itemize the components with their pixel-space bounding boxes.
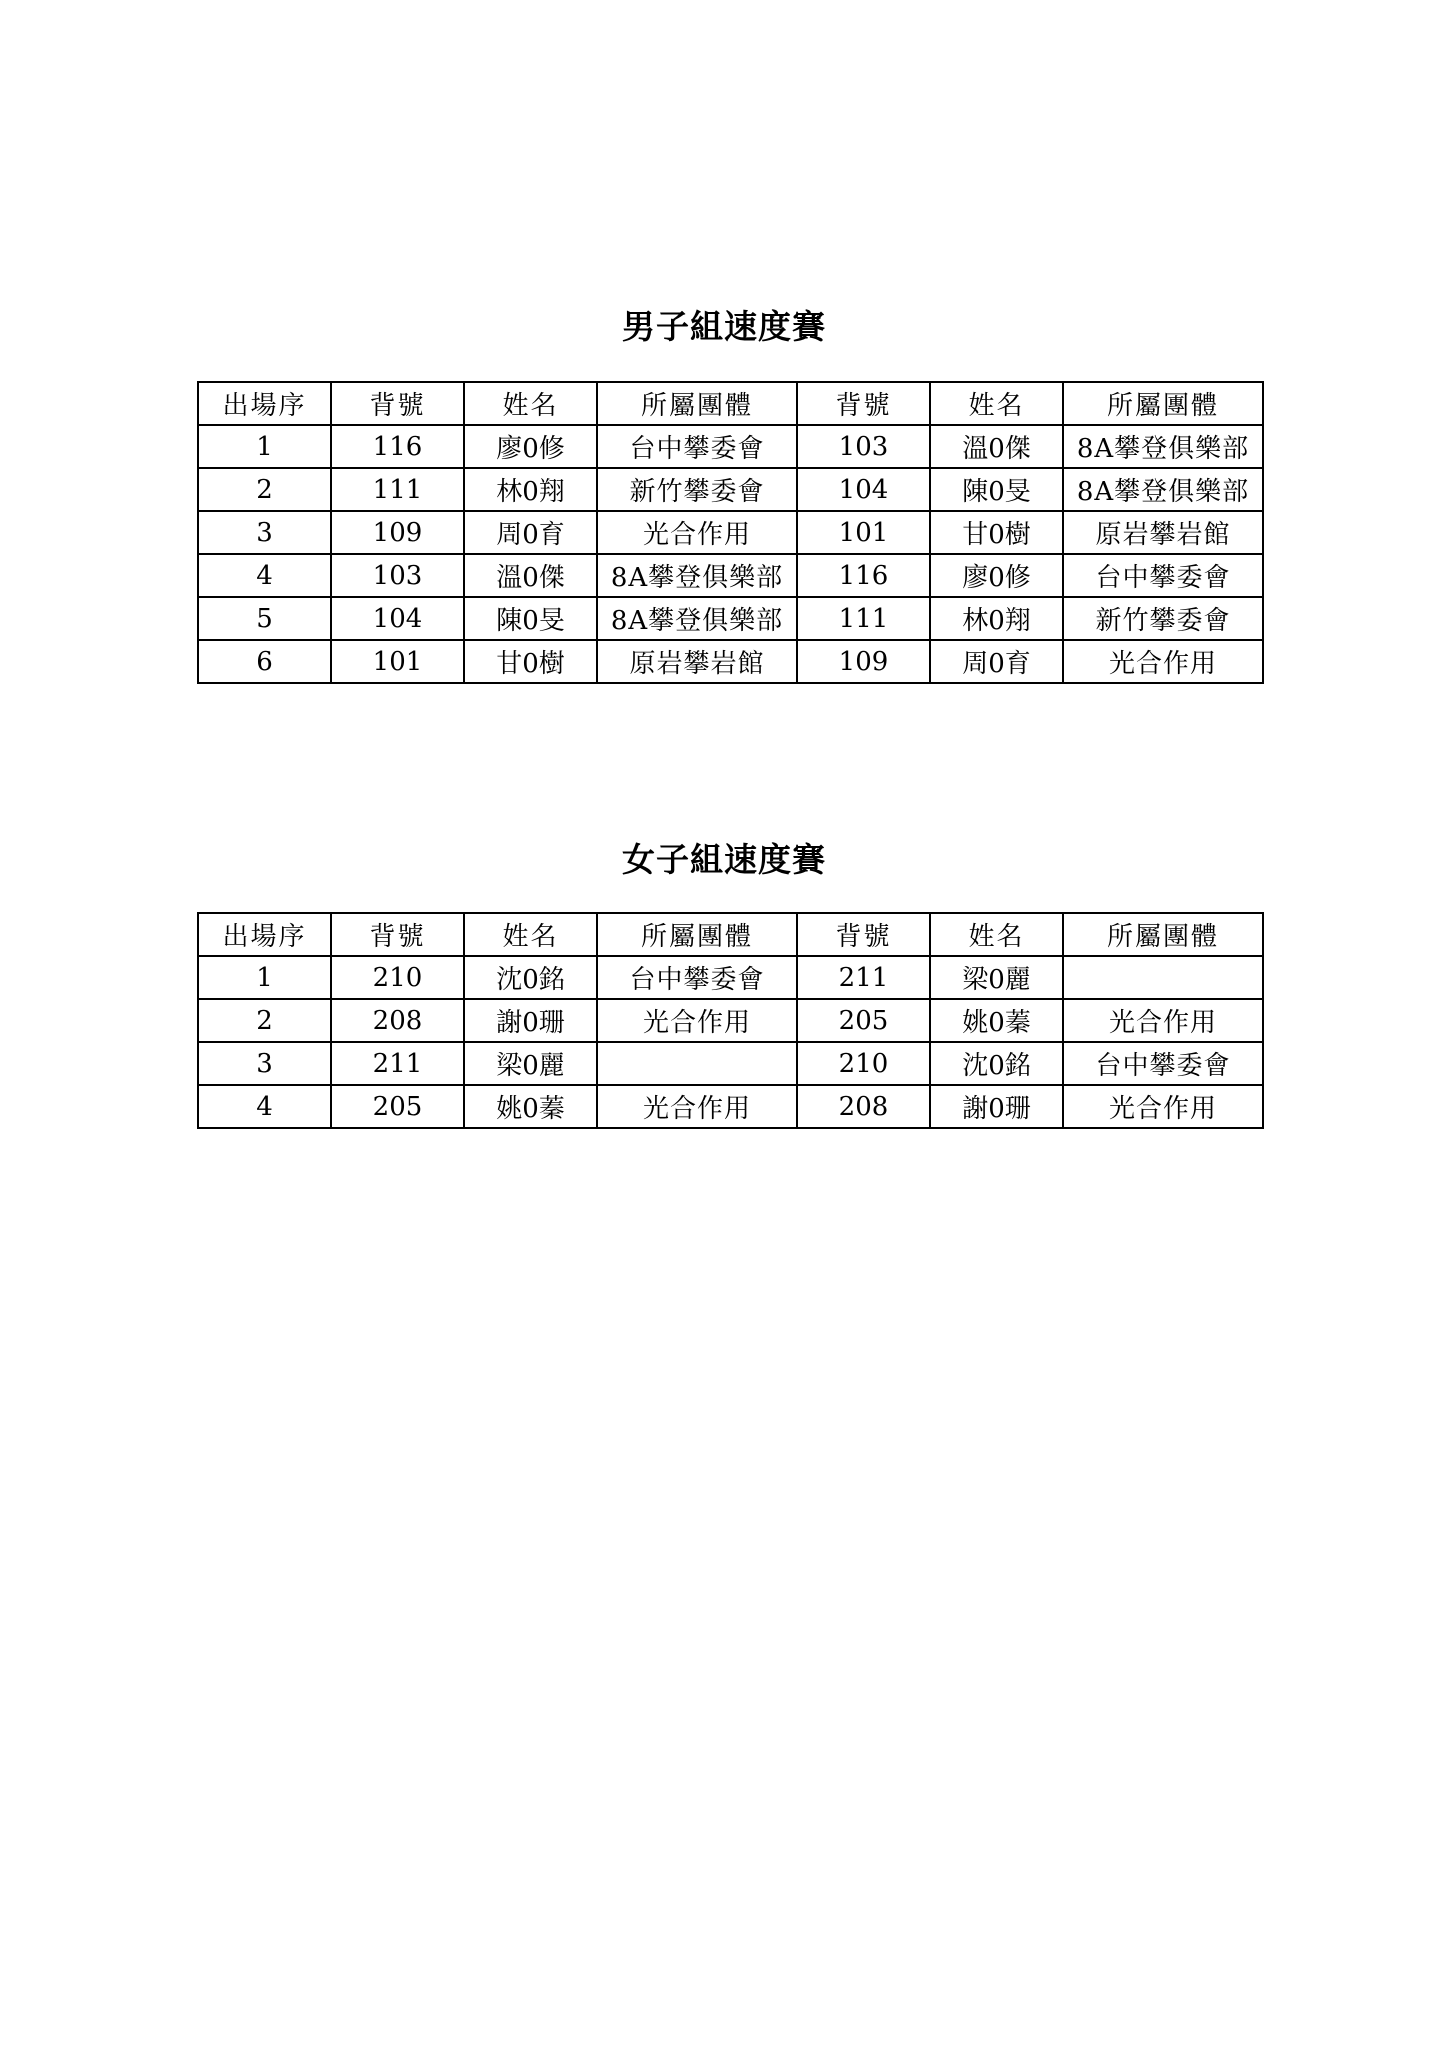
- name-cell: 甘0樹: [930, 511, 1063, 554]
- table-header-row: [198, 382, 1263, 425]
- table-row: [198, 511, 1263, 554]
- name-cell: 梁0麗: [930, 956, 1063, 999]
- order-cell: 6: [198, 640, 331, 683]
- order-cell: 4: [198, 1085, 331, 1128]
- name-cell: 林0翔: [930, 597, 1063, 640]
- bib-cell: 101: [331, 640, 464, 683]
- bib-cell: 210: [331, 956, 464, 999]
- header-team-b: 所屬團體: [1063, 382, 1263, 425]
- name-cell: 陳0旻: [464, 597, 597, 640]
- bib-cell: 116: [331, 425, 464, 468]
- bib-cell: 109: [797, 640, 930, 683]
- table-row: [198, 640, 1263, 683]
- order-cell: 2: [198, 468, 331, 511]
- name-cell: 林0翔: [464, 468, 597, 511]
- bib-cell: 208: [797, 1085, 930, 1128]
- team-cell: 台中攀委會: [1063, 1042, 1263, 1085]
- order-cell: 4: [198, 554, 331, 597]
- order-cell: 3: [198, 1042, 331, 1085]
- table-row: [198, 425, 1263, 468]
- name-cell: 沈0銘: [930, 1042, 1063, 1085]
- bib-cell: 103: [331, 554, 464, 597]
- header-name-b: 姓名: [930, 382, 1063, 425]
- team-cell: 台中攀委會: [1063, 554, 1263, 597]
- name-cell: 周0育: [464, 511, 597, 554]
- team-cell: 原岩攀岩館: [1063, 511, 1263, 554]
- bib-cell: 205: [331, 1085, 464, 1128]
- men-roster-table: [197, 381, 1264, 684]
- team-cell: [597, 1042, 797, 1085]
- header-team-b: 所屬團體: [1063, 913, 1263, 956]
- team-cell: 光合作用: [597, 511, 797, 554]
- bib-cell: 111: [331, 468, 464, 511]
- header-bib-b: 背號: [797, 382, 930, 425]
- header-bib-b: 背號: [797, 913, 930, 956]
- name-cell: 甘0樹: [464, 640, 597, 683]
- team-cell: 8A攀登俱樂部: [1063, 468, 1263, 511]
- order-cell: 1: [198, 425, 331, 468]
- bib-cell: 210: [797, 1042, 930, 1085]
- bib-cell: 104: [331, 597, 464, 640]
- name-cell: 廖0修: [464, 425, 597, 468]
- team-cell: 台中攀委會: [597, 425, 797, 468]
- table-row: [198, 956, 1263, 999]
- bib-cell: 101: [797, 511, 930, 554]
- bib-cell: 211: [797, 956, 930, 999]
- header-team-a: 所屬團體: [597, 913, 797, 956]
- table-row: [198, 1085, 1263, 1128]
- header-name-a: 姓名: [464, 382, 597, 425]
- name-cell: 溫0傑: [930, 425, 1063, 468]
- bib-cell: 211: [331, 1042, 464, 1085]
- bib-cell: 116: [797, 554, 930, 597]
- name-cell: 陳0旻: [930, 468, 1063, 511]
- team-cell: 8A攀登俱樂部: [597, 597, 797, 640]
- team-cell: 光合作用: [597, 1085, 797, 1128]
- team-cell: 原岩攀岩館: [597, 640, 797, 683]
- bib-cell: 109: [331, 511, 464, 554]
- bib-cell: 208: [331, 999, 464, 1042]
- team-cell: 光合作用: [1063, 999, 1263, 1042]
- header-team-a: 所屬團體: [597, 382, 797, 425]
- order-cell: 5: [198, 597, 331, 640]
- header-order: 出場序: [198, 382, 331, 425]
- order-cell: 3: [198, 511, 331, 554]
- name-cell: 溫0傑: [464, 554, 597, 597]
- team-cell: 8A攀登俱樂部: [1063, 425, 1263, 468]
- team-cell: 光合作用: [597, 999, 797, 1042]
- table-row: [198, 597, 1263, 640]
- order-cell: 1: [198, 956, 331, 999]
- name-cell: 姚0蓁: [464, 1085, 597, 1128]
- header-bib-a: 背號: [331, 382, 464, 425]
- women-roster-table: [197, 912, 1264, 1129]
- name-cell: 姚0蓁: [930, 999, 1063, 1042]
- name-cell: 謝0珊: [464, 999, 597, 1042]
- table-row: [198, 999, 1263, 1042]
- bib-cell: 205: [797, 999, 930, 1042]
- team-cell: 新竹攀委會: [1063, 597, 1263, 640]
- name-cell: 廖0修: [930, 554, 1063, 597]
- order-cell: 2: [198, 999, 331, 1042]
- bib-cell: 103: [797, 425, 930, 468]
- team-cell: 台中攀委會: [597, 956, 797, 999]
- name-cell: 周0育: [930, 640, 1063, 683]
- header-name-b: 姓名: [930, 913, 1063, 956]
- women-speed-title: 女子組速度賽: [622, 840, 826, 879]
- header-bib-a: 背號: [331, 913, 464, 956]
- bib-cell: 104: [797, 468, 930, 511]
- bib-cell: 111: [797, 597, 930, 640]
- name-cell: 沈0銘: [464, 956, 597, 999]
- table-row: [198, 554, 1263, 597]
- team-cell: 新竹攀委會: [597, 468, 797, 511]
- team-cell: 8A攀登俱樂部: [597, 554, 797, 597]
- team-cell: 光合作用: [1063, 640, 1263, 683]
- header-name-a: 姓名: [464, 913, 597, 956]
- header-order: 出場序: [198, 913, 331, 956]
- team-cell: 光合作用: [1063, 1085, 1263, 1128]
- name-cell: 梁0麗: [464, 1042, 597, 1085]
- team-cell: [1063, 956, 1263, 999]
- table-row: [198, 468, 1263, 511]
- name-cell: 謝0珊: [930, 1085, 1063, 1128]
- table-header-row: [198, 913, 1263, 956]
- table-row: [198, 1042, 1263, 1085]
- men-speed-title: 男子組速度賽: [622, 307, 826, 346]
